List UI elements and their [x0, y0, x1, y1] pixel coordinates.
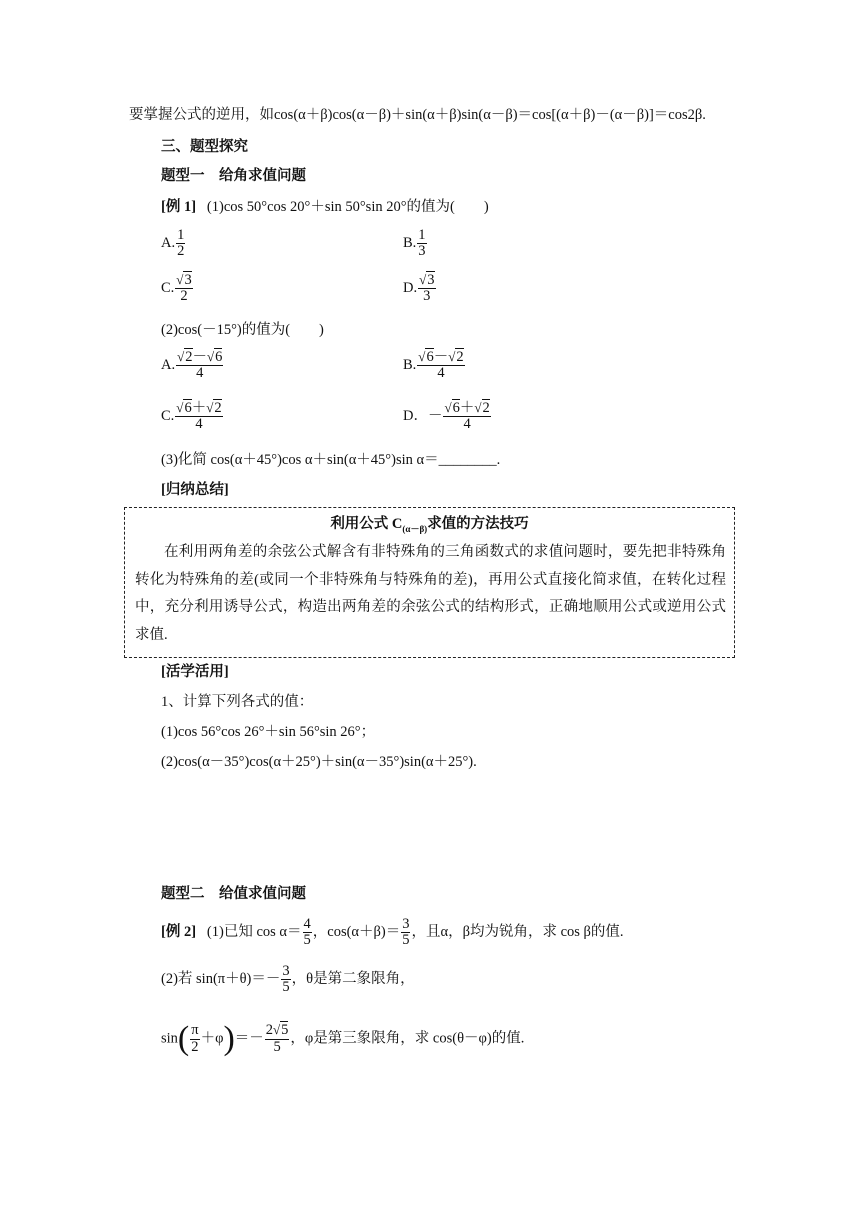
example1-tag: [例 1]: [161, 199, 197, 215]
example2-tag: [例 2]: [161, 924, 197, 941]
practice-intro: 1、计算下列各式的值：: [161, 694, 314, 710]
q1-part-c: ，且α，β均为锐角，求 cos β的值.: [411, 924, 624, 941]
frac-num: π: [191, 1022, 199, 1039]
fraction-four-fifths: [303, 917, 312, 948]
sqrt-symbol: √6: [418, 349, 434, 365]
equals-negative: ＝－: [234, 1030, 264, 1047]
fraction-option-b: [417, 350, 464, 381]
option-d-label: D．－: [403, 408, 443, 425]
sqrt-symbol: √2: [448, 349, 464, 365]
radicand: 2: [214, 400, 222, 416]
q1-part-a: (1)已知 cos α＝: [206, 924, 302, 941]
q1-part-b: ，cos(α＋β)＝: [312, 924, 401, 941]
type1-heading: 题型一 给角求值问题: [161, 168, 306, 184]
q1-option-c: [161, 273, 194, 304]
frac-num: 4: [303, 916, 311, 932]
radicand: 6: [215, 349, 223, 365]
sqrt-symbol: √2: [206, 400, 222, 416]
sqrt-symbol: √6: [444, 400, 460, 416]
frac-num: 1: [177, 227, 185, 243]
option-c-label: C.: [161, 408, 175, 425]
summary-box-body: 在利用两角差的余弦公式解含有非特殊角的三角函数式的求值问题时，要先把非特殊角转化为特殊角的差(或同一个非特殊角与特殊角的差)，再用公式直接化简求值，在转化过程中，充分利用诱导公式，构造出两角差的余弦公式的结构形式，正确地顺用公式或逆用公式求值.: [135, 544, 726, 643]
q2-option-a: [161, 350, 224, 381]
fraction-sqrt3-over-3: [418, 273, 435, 304]
frac-den: 4: [437, 365, 445, 382]
sqrt-symbol: √3: [419, 272, 435, 288]
frac-den: 2: [180, 288, 188, 305]
sqrt-symbol: √2: [177, 349, 193, 365]
frac-den: 2: [177, 243, 185, 260]
operator: ＋: [459, 400, 475, 416]
example1-q1: [161, 198, 489, 216]
intro-prefix: 要掌握公式的逆用，如: [129, 107, 274, 123]
intro-formula: cos(α＋β)cos(α－β)＋sin(α＋β)sin(α－β)＝cos[(α＋β)－(α－β)]＝cos2β.: [274, 107, 706, 123]
intro-line: [129, 106, 706, 124]
radicand: 2: [185, 349, 193, 365]
q2-option-d: [403, 401, 492, 432]
fraction-option-a: [176, 350, 223, 381]
practice-q2: (2)cos(α－35°)cos(α＋25°)＋sin(α－35°)sin(α＋25°).: [161, 754, 477, 770]
fraction-pi-over-2: [190, 1023, 199, 1054]
frac-den: 4: [463, 416, 471, 433]
option-c-label: C.: [161, 280, 175, 297]
coefficient: 2: [265, 1022, 274, 1039]
frac-num: 3: [282, 963, 290, 979]
fraction-sqrt3-over-2: [175, 273, 192, 304]
frac-den: 3: [423, 288, 431, 305]
frac-den: 5: [402, 932, 410, 949]
title-prefix: 利用公式 C: [330, 516, 403, 532]
fraction-three-fifths: [401, 917, 410, 948]
q2-part-b: ，θ是第二象限角，: [291, 971, 415, 988]
radicand: 6: [184, 400, 192, 416]
frac-den: 5: [303, 932, 311, 949]
q1-option-d: [403, 273, 437, 304]
frac-den: 5: [282, 979, 290, 996]
radicand: 2: [456, 349, 464, 365]
fraction-one-third: [417, 228, 426, 259]
fraction-2sqrt5-over-5: [265, 1023, 290, 1054]
plus-phi: ＋φ: [200, 1030, 224, 1047]
option-d-label: D.: [403, 280, 418, 297]
example1-q2: (2)cos(－15°)的值为( ): [161, 322, 324, 338]
frac-den: 2: [191, 1038, 199, 1055]
title-suffix: 求值的方法技巧: [427, 516, 529, 532]
option-b-label: B.: [403, 357, 417, 374]
operator: －: [433, 349, 449, 365]
section-heading: 三、题型探究: [161, 139, 248, 155]
q2-part-a: (2)若 sin(π＋θ)＝－: [161, 971, 281, 988]
summary-box: [124, 507, 735, 658]
fraction-three-fifths: [281, 964, 290, 995]
radicand: 3: [427, 272, 435, 288]
option-b-label: B.: [403, 235, 417, 252]
radicand: 5: [281, 1022, 289, 1039]
type2-heading: 题型二 给值求值问题: [161, 886, 306, 902]
fraction-one-half: [176, 228, 185, 259]
example2-q2-line1: [161, 964, 415, 995]
practice-label: [活学活用]: [161, 664, 229, 680]
q2-part-c: ，φ是第三象限角，求 cos(θ－φ)的值.: [290, 1030, 525, 1047]
q2-option-c: [161, 401, 224, 432]
operator: －: [192, 349, 207, 365]
example2-q2-line2: [161, 1022, 524, 1056]
frac-den: 3: [418, 243, 426, 260]
summary-box-title: [125, 512, 734, 535]
practice-q1: (1)cos 56°cos 26°＋sin 56°sin 26°；: [161, 724, 376, 740]
example1-q3: (3)化简 cos(α＋45°)cos α＋sin(α＋45°)sin α＝________.: [161, 452, 501, 468]
fraction-option-c: [175, 401, 222, 432]
q1-option-a: [161, 228, 186, 259]
frac-num: 1: [418, 227, 426, 243]
fraction-option-d: [443, 401, 490, 432]
radicand: 6: [452, 400, 460, 416]
radicand: 6: [426, 349, 434, 365]
sqrt-symbol: √6: [207, 349, 223, 365]
frac-den: 5: [273, 1038, 281, 1055]
operator: ＋: [191, 400, 207, 416]
sqrt-symbol: √5: [273, 1022, 289, 1039]
summary-label: [归纳总结]: [161, 482, 229, 498]
option-a-label: A.: [161, 357, 176, 374]
q1-option-b: [403, 228, 428, 259]
frac-num: 3: [402, 916, 410, 932]
example1-q1-text: (1)cos 50°cos 20°＋sin 50°sin 20°的值为( ): [206, 199, 489, 215]
option-a-label: A.: [161, 235, 176, 252]
radicand: 3: [184, 272, 192, 288]
sin-function: sin: [161, 1030, 178, 1047]
sqrt-symbol: √2: [474, 400, 490, 416]
frac-den: 4: [195, 416, 203, 433]
left-paren: (: [177, 1020, 190, 1057]
frac-den: 4: [196, 365, 204, 382]
sqrt-symbol: √6: [176, 400, 192, 416]
radicand: 2: [482, 400, 490, 416]
title-subscript: (α－β): [402, 523, 428, 534]
q2-option-b: [403, 350, 466, 381]
right-paren: ): [223, 1020, 235, 1057]
sqrt-symbol: √3: [176, 272, 192, 288]
example2-q1: [161, 917, 624, 948]
